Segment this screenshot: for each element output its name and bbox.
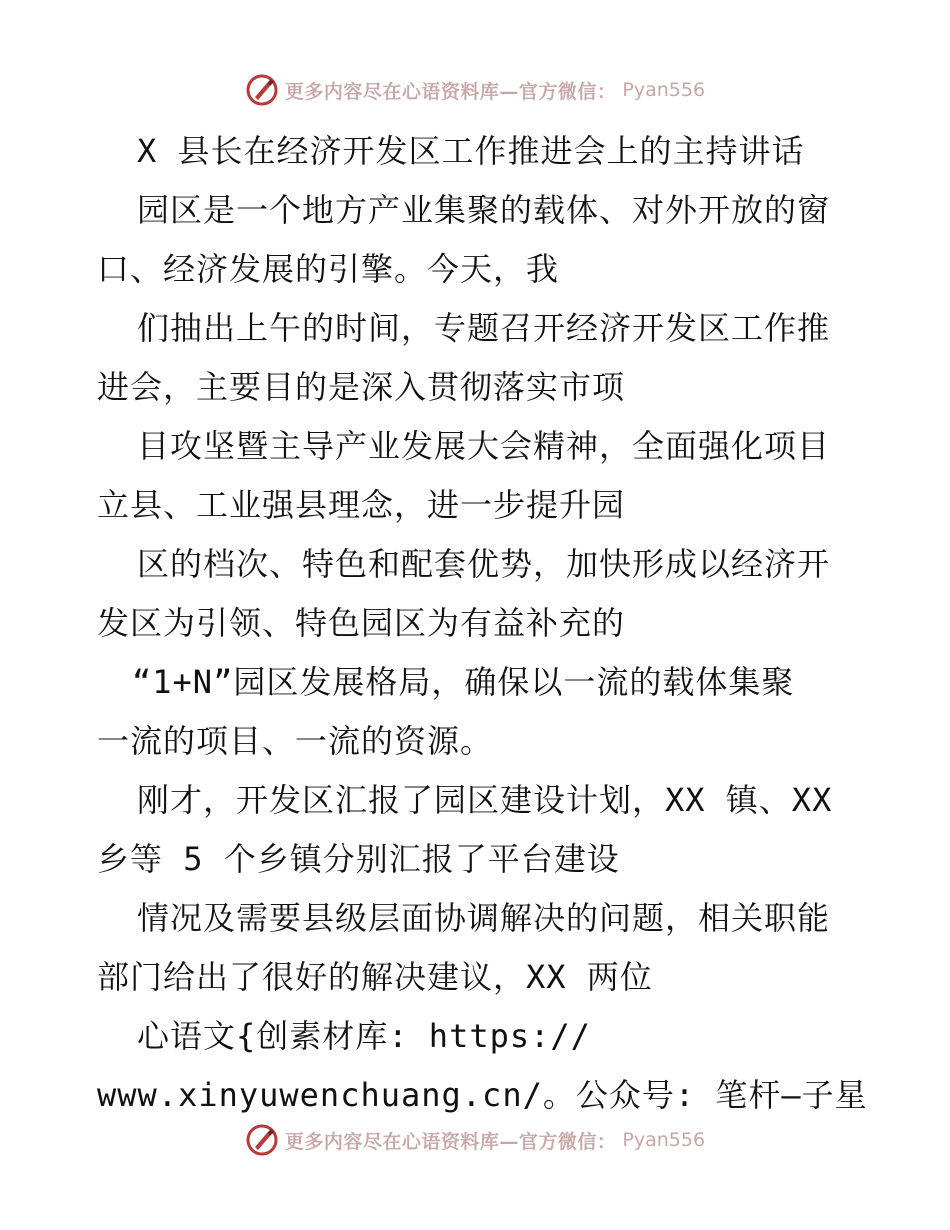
- pen-logo-icon: [245, 1123, 279, 1157]
- paragraph-line: 刚才，开发区汇报了园区建设计划，XX 镇、XX: [137, 781, 833, 819]
- paragraph-line: 进会，主要目的是深入贯彻落实市项: [97, 368, 626, 406]
- paragraph-line: 乡等 5 个乡镇分别汇报了平台建设: [97, 840, 620, 878]
- paragraph-line: 部门给出了很好的解决建议，XX 两位: [97, 958, 653, 996]
- paragraph-line: 园区是一个地方产业集聚的载体、对外开放的窗: [137, 191, 831, 229]
- paragraph-line: 发区为引领、特色园区为有益补充的: [97, 604, 626, 642]
- paragraph-line: 区的档次、特色和配套优势，加快形成以经济开: [137, 545, 831, 583]
- paragraph-line: 一流的项目、一流的资源。: [97, 722, 494, 760]
- banner-wechat-id: Pyan556: [622, 1129, 706, 1151]
- banner-text: 更多内容尽在心语资料库—官方微信：: [284, 80, 617, 103]
- paragraph-line: 口、经济发展的引擎。今天，我: [97, 250, 560, 288]
- paragraph-line: www.xinyuwenchuang.cn/。公众号: 笔杆—子星: [97, 1076, 868, 1114]
- paragraph-line: 情况及需要县级层面协调解决的问题，相关职能: [137, 899, 831, 937]
- header-watermark-banner: [0, 70, 950, 110]
- paragraph-line: 立县、工业强县理念，进一步提升园: [97, 486, 626, 524]
- paragraph-line: 们抽出上午的时间，专题召开经济开发区工作推: [137, 309, 831, 347]
- banner-wechat-id: Pyan556: [622, 79, 706, 101]
- paragraph-line: “1+N”园区发展格局，确保以一流的载体集聚: [132, 663, 795, 701]
- document-body: [97, 122, 868, 1125]
- footer-watermark-banner: [0, 1120, 950, 1160]
- pen-logo-icon: [245, 73, 279, 107]
- document-title: X 县长在经济开发区工作推进会上的主持讲话: [137, 132, 805, 170]
- paragraph-line: 目攻坚暨主导产业发展大会精神，全面强化项目: [137, 427, 831, 465]
- paragraph-line: 心语文{创素材库: https://: [137, 1017, 591, 1055]
- banner-text: 更多内容尽在心语资料库—官方微信：: [284, 1130, 617, 1153]
